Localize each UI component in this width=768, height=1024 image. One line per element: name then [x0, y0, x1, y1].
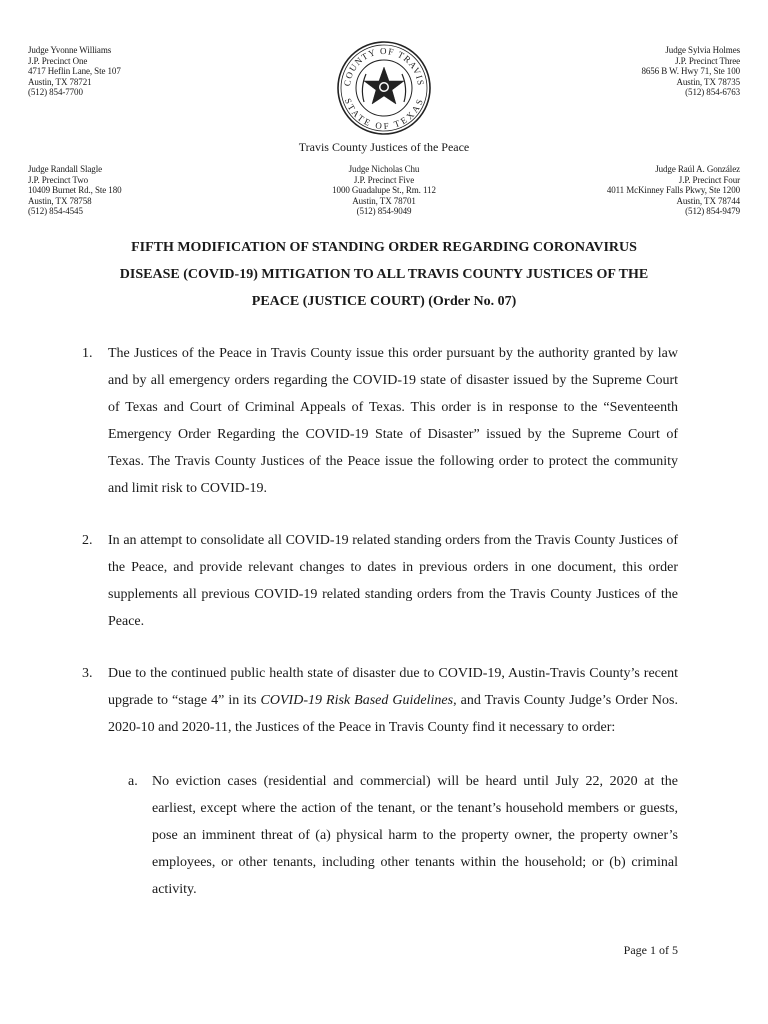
judge-address: 10409 Burnet Rd., Ste 180	[28, 185, 122, 195]
judge-precinct: J.P. Precinct Four	[678, 174, 740, 185]
judge-phone: (512) 854-9479	[685, 206, 740, 216]
lettered-subitem	[128, 768, 678, 903]
judge-address: 8656 B W. Hwy 71, Ste 100	[641, 66, 740, 76]
page-number: Page 1 of 5	[623, 943, 678, 957]
judge-block-precinct-three	[641, 45, 740, 98]
judge-city: Austin, TX 78744	[676, 195, 740, 206]
judge-phone: (512) 854-9049	[356, 206, 412, 216]
title-line: FIFTH MODIFICATION OF STANDING ORDER REGARDING CORONAVIRUS	[131, 240, 637, 255]
judge-precinct: J.P. Precinct Five	[353, 174, 415, 185]
paragraph-text: The Justices of the Peace in Travis County issue this order pursuant by the authority granted by law and by all emergency orders regarding the COVID-19 state of disaster issued by the Supreme Court of Texas and Court of Criminal Appeals of Texas. This order is in response to the “Seventeenth Emergency Order Regarding the COVID-19 State of Disaster” issued by the Supreme Court of Texas. The Travis County Justices of the Peace issue the following order to protect the community and limit risk to COVID-19.	[108, 346, 678, 496]
star-seal-icon	[336, 40, 432, 136]
judge-address: 4011 McKinney Falls Pkwy, Ste 1200	[606, 185, 740, 195]
judge-city: Austin, TX 78701	[352, 195, 416, 206]
judge-address: 4717 Heflin Lane, Ste 107	[28, 66, 121, 76]
paragraph-text: Due to the continued public health state of disaster due to COVID-19, Austin-Travis County’s recent upgrade to “stage 4” in its	[108, 666, 678, 708]
judge-precinct: J.P. Precinct Three	[675, 55, 740, 66]
judge-name: Judge Randall Slagle	[28, 164, 102, 174]
numbered-paragraph	[82, 527, 678, 635]
judge-name: Judge Yvonne Williams	[28, 45, 112, 55]
judge-phone: (512) 854-4545	[28, 206, 83, 216]
seal-bottom-text: STATE OF TEXAS	[342, 96, 426, 132]
paragraph-text: , and Travis County Judge’s Order Nos. 2020-10 and 2020-11, the Justices of the Peace in Travis County find it necessary to order:	[108, 693, 678, 735]
judge-block-precinct-two	[28, 164, 122, 217]
judge-block-precinct-five	[284, 164, 484, 217]
judge-phone: (512) 854-6763	[685, 87, 740, 97]
judge-phone: (512) 854-7700	[28, 87, 83, 97]
paragraph-number: 3.	[82, 666, 93, 681]
title-line: DISEASE (COVID-19) MITIGATION TO ALL TRAVIS COUNTY JUSTICES OF THE	[119, 267, 649, 282]
judge-precinct: J.P. Precinct Two	[28, 174, 89, 185]
guidelines-title: COVID-19 Risk Based Guidelines	[260, 693, 454, 708]
seal-top-text: COUNTY OF TRAVIS	[341, 45, 427, 87]
paragraph-number: 1.	[82, 346, 93, 361]
numbered-paragraph	[82, 660, 678, 741]
title-line: PEACE (JUSTICE COURT) (Order No. 07)	[251, 294, 517, 309]
court-title: Travis County Justices of the Peace	[298, 140, 470, 154]
subitem-letter: a.	[128, 774, 138, 789]
numbered-paragraph	[82, 340, 678, 502]
document-title	[60, 234, 708, 315]
paragraph-number: 2.	[82, 533, 93, 548]
judge-name: Judge Sylvia Holmes	[665, 45, 740, 55]
judge-precinct: J.P. Precinct One	[28, 55, 88, 66]
judge-city: Austin, TX 78758	[28, 195, 92, 206]
svg-text:STATE OF TEXAS	[343, 97, 426, 131]
judge-city: Austin, TX 78735	[676, 76, 740, 87]
judge-city: Austin, TX 78721	[28, 76, 92, 87]
judge-block-precinct-four	[607, 164, 740, 217]
subitem-text: No eviction cases (residential and commercial) will be heard until July 22, 2020 at the earliest, except where the action of the tenant, or the tenant’s household members or guests, pose an imminent threat of (a) physical harm to the property owner, the property owner’s employees, or other tenants, including other tenants within the household; or (b) criminal activity.	[152, 774, 678, 897]
judge-address: 1000 Guadalupe St., Rm. 112	[332, 185, 436, 195]
paragraph-text: In an attempt to consolidate all COVID-19 related standing orders from the Travis County Justices of the Peace, and provide relevant changes to dates in previous orders in one document, this order supplements all previous COVID-19 related standing orders from the Travis County Justices of the Peace.	[108, 533, 678, 629]
judge-name: Judge Raúl A. González	[655, 164, 740, 174]
judge-block-precinct-one	[28, 45, 121, 98]
judge-name: Judge Nicholas Chu	[348, 164, 420, 174]
